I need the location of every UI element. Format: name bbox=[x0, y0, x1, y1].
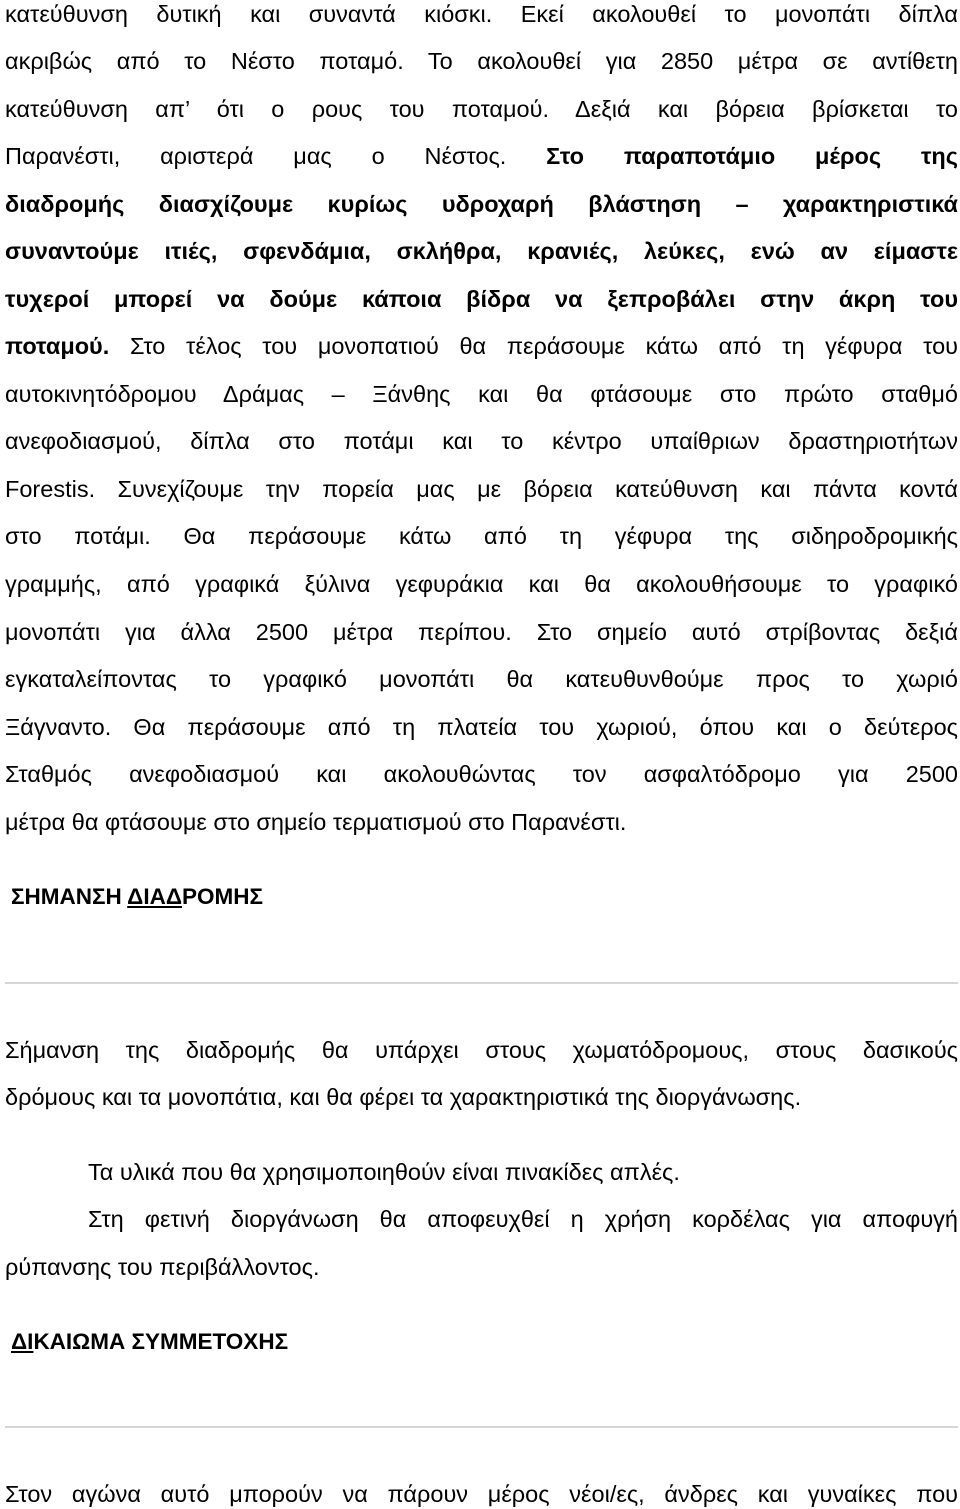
bold-text: Στο παραποτάμιο μέρος της bbox=[546, 143, 959, 169]
paragraph-line: κατεύθυνση απ’ ότι ο ρους του ποταμού. Δεξιά και βόρεια βρίσκεται το bbox=[5, 96, 958, 122]
paragraph-line: αυτοκινητόδρομου Δράμας – Ξάνθης και θα φτάσουμε στο πρώτο σταθμό bbox=[5, 381, 958, 407]
paragraph-line: ακριβώς από το Νέστο ποταμό. Το ακολουθεί για 2850 μέτρα σε αντίθετη bbox=[5, 48, 958, 74]
normal-text: Στο τέλος του μονοπατιού θα περάσουμε κάτω από τη γέφυρα του bbox=[129, 333, 959, 359]
paragraph-line: στο ποτάμι. Θα περάσουμε κάτω από τη γέφυρα της σιδηροδρομικής bbox=[5, 523, 958, 549]
heading-text-underlined: ΔΙΑΔ bbox=[127, 884, 183, 909]
paragraph-line: ανεφοδιασμού, δίπλα στο ποτάμι και το κέντρο υπαίθριων δραστηριοτήτων bbox=[5, 428, 958, 454]
divider bbox=[5, 982, 958, 984]
heading-text: ΚΑΙΩΜΑ ΣΥΜΜΕΤΟΧΗΣ bbox=[33, 1329, 289, 1354]
paragraph-line bbox=[5, 141, 958, 171]
bold-text: ποταμού. bbox=[5, 333, 110, 359]
normal-text: Παρανέστι, αριστερά μας ο Νέστος. bbox=[5, 143, 507, 169]
paragraph-line: Σήμανση της διαδρομής θα υπάρχει στους χωματόδρομους, στους δασικούς bbox=[5, 1037, 958, 1063]
paragraph-line bbox=[5, 331, 958, 361]
paragraph-line: γραμμής, από γραφικά ξύλινα γεφυράκια και θα ακολουθήσουμε το γραφικό bbox=[5, 571, 958, 597]
section-heading-marking bbox=[11, 882, 263, 912]
paragraph-line: διαδρομής διασχίζουμε κυρίως υδροχαρή βλάστηση – χαρακτηριστικά bbox=[5, 191, 958, 217]
paragraph-line: τυχεροί μπορεί να δούμε κάποια βίδρα να ξεπροβάλει στην άκρη του bbox=[5, 286, 958, 312]
divider bbox=[5, 1426, 958, 1428]
paragraph-line: Τα υλικά που θα χρησιμοποιηθούν είναι πινακίδες απλές. bbox=[88, 1159, 680, 1185]
paragraph-line: κατεύθυνση δυτική και συναντά κιόσκι. Εκεί ακολουθεί το μονοπάτι δίπλα bbox=[5, 1, 958, 27]
paragraph-line: δρόμους και τα μονοπάτια, και θα φέρει τα χαρακτηριστικά της διοργάνωσης. bbox=[5, 1084, 802, 1110]
paragraph-line: ρύπανσης του περιβάλλοντος. bbox=[5, 1254, 320, 1280]
paragraph-line: Σταθμός ανεφοδιασμού και ακολουθώντας τον ασφαλτόδρομο για 2500 bbox=[5, 761, 958, 787]
paragraph-line: εγκαταλείποντας το γραφικό μονοπάτι θα κατευθυνθούμε προς το χωριό bbox=[5, 666, 958, 692]
paragraph-line: μέτρα θα φτάσουμε στο σημείο τερματισμού στο Παρανέστι. bbox=[5, 809, 627, 835]
heading-text-underlined: ΔΙ bbox=[11, 1329, 34, 1354]
heading-text: ΡΟΜΗΣ bbox=[182, 884, 264, 909]
paragraph-line: Στη φετινή διοργάνωση θα αποφευχθεί η χρήση κορδέλας για αποφυγή bbox=[88, 1206, 958, 1232]
heading-text: ΣΗΜΑΝΣΗ bbox=[11, 884, 128, 909]
paragraph-line: συναντούμε ιτιές, σφενδάμια, σκλήθρα, κρανιές, λεύκες, ενώ αν είμαστε bbox=[5, 238, 958, 264]
paragraph-line: Ξάγναντο. Θα περάσουμε από τη πλατεία του χωριού, όπου και ο δεύτερος bbox=[5, 714, 958, 740]
paragraph-line: Forestis. Συνεχίζουμε την πορεία μας με βόρεια κατεύθυνση και πάντα κοντά bbox=[5, 476, 958, 502]
paragraph-line: μονοπάτι για άλλα 2500 μέτρα περίπου. Στο σημείο αυτό στρίβοντας δεξιά bbox=[5, 619, 958, 645]
section-heading-rights bbox=[11, 1327, 288, 1357]
paragraph-line: Στον αγώνα αυτό μπορούν να πάρουν μέρος νέοι/ες, άνδρες και γυναίκες που bbox=[5, 1481, 958, 1507]
